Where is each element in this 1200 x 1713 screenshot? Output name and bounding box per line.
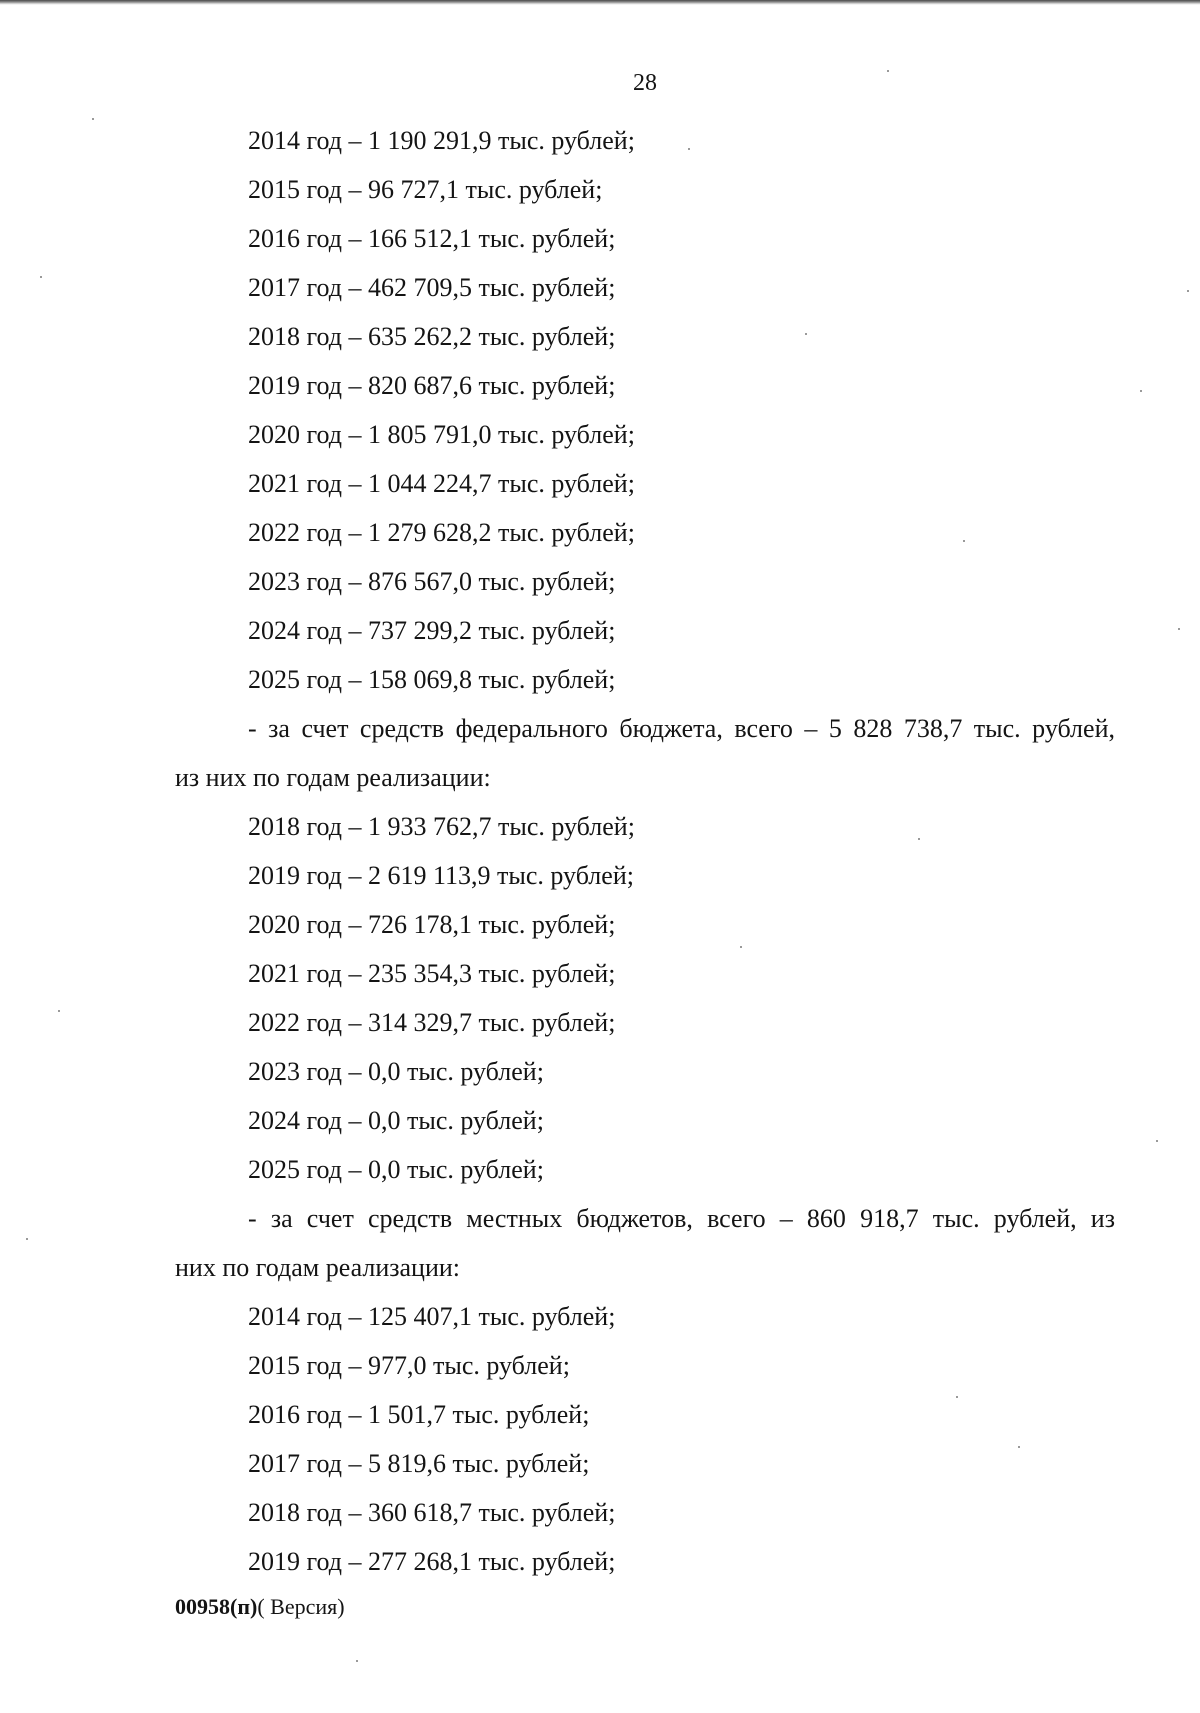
text-line: 2021 год – 235 354,3 тыс. рублей;: [248, 959, 616, 988]
scan-speck: [1178, 628, 1180, 630]
text-line: 2019 год – 2 619 113,9 тыс. рублей;: [248, 861, 634, 890]
document-body: [175, 116, 1115, 1586]
text-line: 2016 год – 1 501,7 тыс. рублей;: [248, 1400, 590, 1429]
text-line: 2022 год – 314 329,7 тыс. рублей;: [248, 1008, 616, 1037]
text-line: 2023 год – 876 567,0 тыс. рублей;: [248, 567, 616, 596]
text-line: 2021 год – 1 044 224,7 тыс. рублей;: [248, 469, 635, 498]
scan-top-edge: [0, 0, 1200, 5]
paragraph-continuation: из них по годам реализации:: [175, 763, 491, 792]
text-line: 2024 год – 737 299,2 тыс. рублей;: [248, 616, 616, 645]
text-line: 2019 год – 277 268,1 тыс. рублей;: [248, 1547, 616, 1576]
page-number: 28: [633, 70, 657, 96]
text-line: 2024 год – 0,0 тыс. рублей;: [248, 1106, 544, 1135]
scan-speck: [58, 1010, 60, 1012]
scan-speck: [92, 118, 94, 120]
document-code: 00958(п): [175, 1594, 258, 1619]
document-version: ( Версия): [257, 1594, 345, 1619]
paragraph-first-line: - за счет средств федерального бюджета, всего – 5 828 738,7 тыс. рублей,: [248, 714, 1115, 743]
text-line: 2015 год – 977,0 тыс. рублей;: [248, 1351, 570, 1380]
scan-speck: [26, 1238, 28, 1240]
text-line: 2014 год – 1 190 291,9 тыс. рублей;: [248, 126, 635, 155]
text-line: 2018 год – 635 262,2 тыс. рублей;: [248, 322, 616, 351]
text-line: 2016 год – 166 512,1 тыс. рублей;: [248, 224, 616, 253]
text-line: 2025 год – 0,0 тыс. рублей;: [248, 1155, 544, 1184]
scan-speck: [356, 1660, 358, 1662]
text-line: 2018 год – 1 933 762,7 тыс. рублей;: [248, 812, 635, 841]
scan-speck: [40, 276, 42, 278]
text-line: 2015 год – 96 727,1 тыс. рублей;: [248, 175, 603, 204]
paragraph-continuation: них по годам реализации:: [175, 1253, 461, 1282]
text-line: 2025 год – 158 069,8 тыс. рублей;: [248, 665, 616, 694]
scan-speck: [1140, 390, 1142, 392]
text-line: 2019 год – 820 687,6 тыс. рублей;: [248, 371, 616, 400]
text-line: 2023 год – 0,0 тыс. рублей;: [248, 1057, 544, 1086]
text-line: 2014 год – 125 407,1 тыс. рублей;: [248, 1302, 616, 1331]
text-line: 2017 год – 5 819,6 тыс. рублей;: [248, 1449, 590, 1478]
text-line: 2018 год – 360 618,7 тыс. рублей;: [248, 1498, 616, 1527]
text-line: 2020 год – 1 805 791,0 тыс. рублей;: [248, 420, 635, 449]
paragraph-first-line: - за счет средств местных бюджетов, всего – 860 918,7 тыс. рублей, из: [248, 1204, 1115, 1233]
text-line: 2017 год – 462 709,5 тыс. рублей;: [248, 273, 616, 302]
scan-speck: [1187, 290, 1189, 292]
scan-speck: [1156, 1140, 1158, 1142]
text-line: 2022 год – 1 279 628,2 тыс. рублей;: [248, 518, 635, 547]
document-footer: [175, 1594, 345, 1620]
text-line: 2020 год – 726 178,1 тыс. рублей;: [248, 910, 616, 939]
